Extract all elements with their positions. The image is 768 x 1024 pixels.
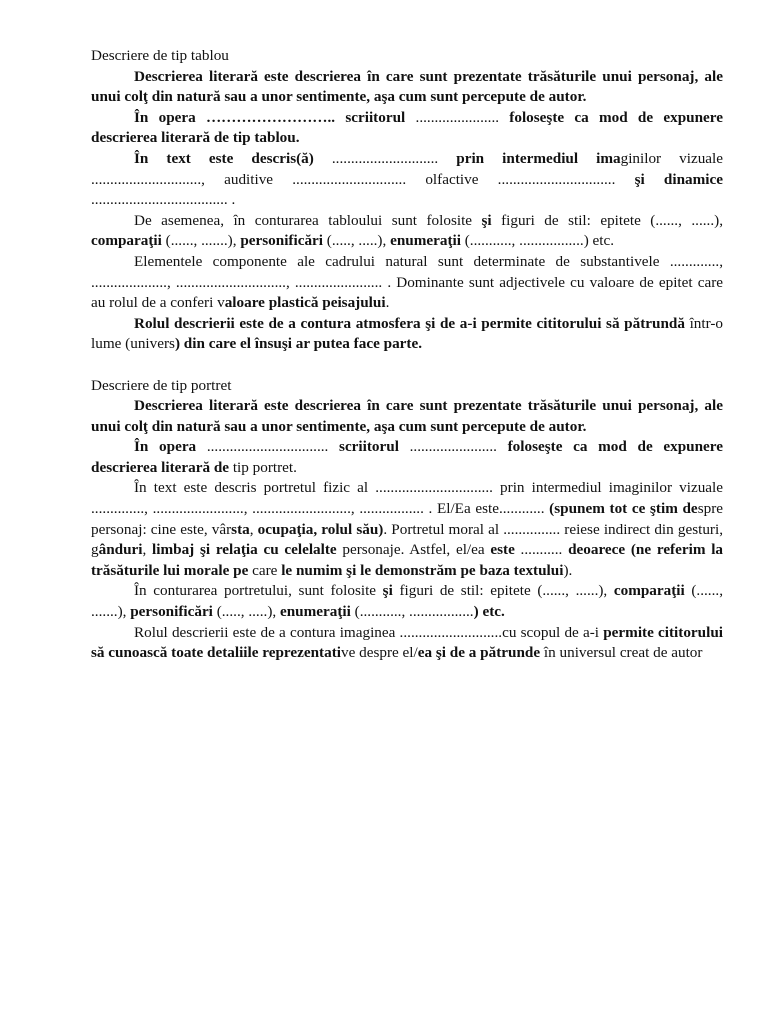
text-run: ............................: [313, 149, 457, 167]
text-run: şi dinamice: [634, 170, 723, 188]
definition-paragraph: Descrierea literară este descrierea în care sunt prezentate trăsăturile unui personaj, ale unui colţ din natură sau a unor sentimente, aşa cum sunt percepute de autor.: [91, 397, 723, 435]
text-run: permite cititorului să cunoască toate detaliile reprezentati: [91, 623, 723, 662]
text-run: figuri de stil: epitete (......, ......),: [491, 211, 723, 229]
text-run: .......................: [398, 438, 508, 456]
text-run: personificări: [240, 232, 323, 250]
figures-of-speech-paragraph: [91, 211, 723, 252]
text-run: (......, .......),: [91, 582, 723, 621]
section-title-portret: Descriere de tip portret: [91, 376, 232, 394]
text-run: .: [385, 294, 390, 312]
figures-of-speech-paragraph: [91, 581, 723, 622]
text-run: ).: [563, 561, 573, 579]
document-page: [91, 46, 723, 664]
imagery-paragraph: [91, 149, 723, 211]
text-run: şi: [481, 211, 492, 229]
text-run: personificări: [130, 603, 213, 621]
text-run: figuri de stil: epitete (......, ......),: [392, 582, 614, 600]
text-run: (..........., .................) etc.: [460, 232, 615, 250]
text-run: spre personaj: cine este, vâr: [91, 500, 723, 538]
text-run: ...........: [514, 541, 569, 559]
text-run: prin intermediul ima: [456, 149, 621, 167]
text-run: (..........., .................: [350, 603, 474, 621]
text-run: ......................: [415, 108, 500, 126]
text-run: enumeraţii: [279, 603, 351, 621]
opera-paragraph: [91, 437, 723, 478]
text-run: aloare plastică peisajului: [224, 294, 386, 312]
text-run: (......, .......),: [161, 232, 241, 250]
text-run: comparaţii: [613, 582, 685, 600]
elements-paragraph: [91, 252, 723, 314]
text-run: Rolul descrierii este de a contura imaginea ...........................cu scopul de a-i: [134, 623, 604, 641]
text-run: . Portretul moral al ............... reiese indirect din gesturi, g: [91, 520, 723, 559]
role-paragraph: [91, 314, 723, 355]
text-run: foloseşte ca mod de expunere descrierea literară de tip tablou.: [91, 108, 724, 147]
text-run: ocupaţia, rolul său): [257, 520, 384, 538]
text-run: .................................... .: [91, 191, 236, 209]
section-title-tablou: Descriere de tip tablou: [91, 47, 229, 64]
text-run: care: [248, 561, 282, 579]
text-run: ve despre el/: [340, 644, 418, 662]
definition-paragraph: Descrierea literară este descrierea în care sunt prezentate trăsăturile unui personaj, ale unui colţ din natură sau a unor sentimente, aşa cum sunt percepute de autor.: [91, 67, 723, 106]
opera-paragraph: [91, 108, 723, 149]
section-spacer: [91, 355, 723, 376]
role-paragraph: [91, 623, 723, 664]
text-run: enumeraţii: [390, 232, 461, 250]
text-run: ginilor vizuale ............................., auditive .............................. olfactive ...............................: [91, 149, 724, 188]
text-run: (....., .....),: [212, 603, 280, 621]
text-run: personaje. Astfel, el/ea: [336, 541, 491, 559]
text-run: (spunem tot ce ştim de: [549, 500, 698, 518]
text-run: În conturarea portretului, sunt folosite: [134, 582, 383, 600]
text-run: sta: [231, 520, 250, 538]
portrait-paragraph: [91, 478, 723, 581]
text-run: limbaj şi relaţia cu celelalte: [152, 541, 337, 559]
text-run: ,: [249, 520, 258, 538]
text-run: De asemenea, în conturarea tabloului sunt folosite: [134, 211, 482, 229]
text-run: (....., .....),: [323, 232, 391, 250]
text-run: În opera ……………………..: [134, 108, 336, 126]
text-run: Rolul descrierii este de a contura atmosfera şi de a-i permite cititorului să pătrundă: [134, 314, 685, 332]
text-run: ................................: [196, 438, 340, 456]
text-run: le numim şi le demonstrăm pe baza textului: [281, 561, 564, 579]
text-run: ,: [142, 541, 153, 559]
text-run: şi: [382, 582, 393, 600]
text-run: ) din care el însuşi ar putea face parte.: [174, 335, 422, 353]
text-run: În opera: [134, 438, 197, 456]
text-run: În text este descris(ă): [134, 149, 314, 167]
text-run: foloseşte ca mod de expunere descrierea literară de: [91, 438, 724, 476]
text-run: Elementele componente ale cadrului natural sunt determinate de substantivele ............., ...................., ............................., ....................... . Dominante sunt adjectivele cu valoare de epitet care au rolul de a conferi v: [91, 252, 723, 312]
text-run: În text este descris portretul fizic al ............................... prin intermediul imaginilor vizuale .............., ........................, .........................., ................. . El/Ea este............: [91, 479, 723, 518]
text-run: ea şi de a pătrunde: [417, 644, 541, 662]
text-run: este: [490, 541, 515, 559]
text-run: comparaţii: [91, 232, 162, 250]
text-run: în universul creat de autor: [540, 644, 703, 662]
text-run: ânduri: [98, 541, 143, 559]
text-run: scriitorul: [339, 438, 399, 456]
text-run: scriitorul: [335, 108, 416, 126]
text-run: tip portret.: [229, 458, 297, 476]
text-run: ) etc.: [473, 603, 505, 621]
text-run: deoarece (ne referim la trăsăturile lui morale pe: [91, 541, 724, 579]
text-run: într-o lume (univers: [91, 314, 724, 353]
